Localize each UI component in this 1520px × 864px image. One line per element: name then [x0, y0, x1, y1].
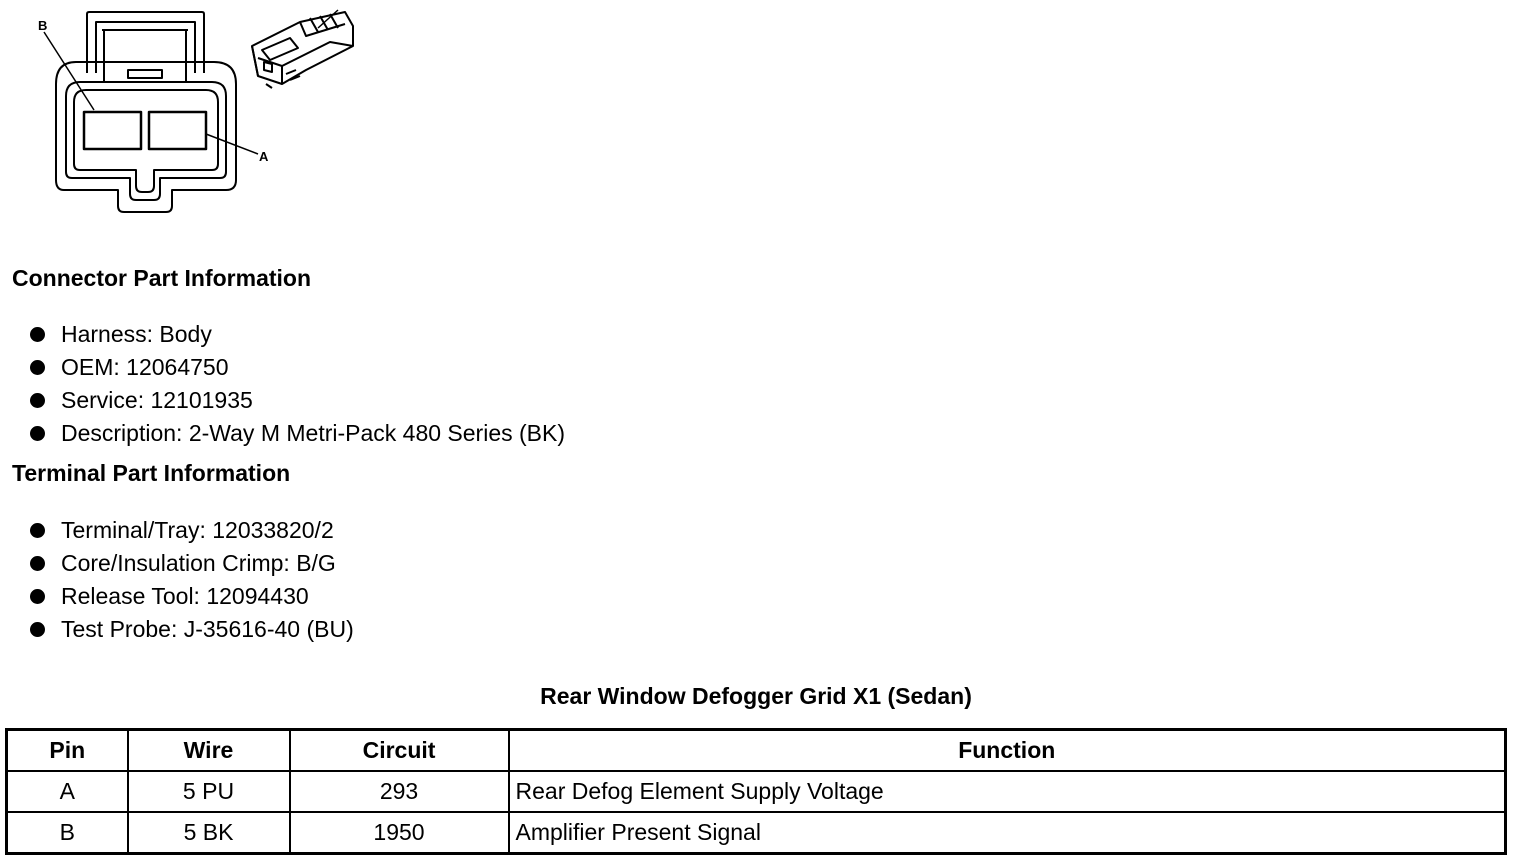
list-item	[30, 514, 354, 547]
bullet-icon	[30, 589, 45, 604]
cell-wire: 5 BK	[128, 812, 290, 854]
bullet-icon	[30, 556, 45, 571]
bullet-icon	[30, 393, 45, 408]
header-pin: Pin	[7, 730, 128, 772]
terminal-item-crimp: Core/Insulation Crimp: B/G	[61, 550, 336, 576]
bullet-icon	[30, 622, 45, 637]
connector-part-info-list	[30, 318, 565, 450]
list-item	[30, 547, 354, 580]
connector-diagram	[0, 0, 380, 225]
cell-circuit: 1950	[290, 812, 509, 854]
bullet-icon	[30, 426, 45, 441]
table-row	[7, 812, 1506, 854]
pinout-table	[5, 728, 1507, 855]
cell-pin: B	[7, 812, 128, 854]
header-function: Function	[509, 730, 1506, 772]
list-item	[30, 417, 565, 450]
connector-part-info-heading: Connector Part Information	[12, 265, 312, 291]
terminal-part-info-heading: Terminal Part Information	[12, 460, 291, 486]
pinout-table-title: Rear Window Defogger Grid X1 (Sedan)	[540, 683, 972, 709]
list-item	[30, 351, 565, 384]
list-item	[30, 613, 354, 646]
terminal-part-info-list	[30, 514, 354, 646]
bullet-icon	[30, 360, 45, 375]
cell-function: Amplifier Present Signal	[509, 812, 1506, 854]
pin-b-label: B	[38, 18, 48, 33]
header-circuit: Circuit	[290, 730, 509, 772]
connector-item-description: Description: 2-Way M Metri-Pack 480 Series (BK)	[61, 420, 566, 446]
connector-item-service: Service: 12101935	[61, 387, 253, 413]
terminal-item-tray: Terminal/Tray: 12033820/2	[61, 517, 334, 543]
terminal-item-test-probe: Test Probe: J-35616-40 (BU)	[61, 616, 354, 642]
pin-a-label: A	[259, 149, 269, 164]
list-item	[30, 318, 565, 351]
terminal-item-release-tool: Release Tool: 12094430	[61, 583, 309, 609]
connector-face-illustration	[0, 0, 380, 225]
bullet-icon	[30, 523, 45, 538]
header-wire: Wire	[128, 730, 290, 772]
list-item	[30, 580, 354, 613]
table-row	[7, 771, 1506, 812]
cell-wire: 5 PU	[128, 771, 290, 812]
cell-pin: A	[7, 771, 128, 812]
connector-item-oem: OEM: 12064750	[61, 354, 229, 380]
bullet-icon	[30, 327, 45, 342]
table-header-row	[7, 730, 1506, 772]
connector-item-harness: Harness: Body	[61, 321, 212, 347]
cell-circuit: 293	[290, 771, 509, 812]
cell-function: Rear Defog Element Supply Voltage	[509, 771, 1506, 812]
list-item	[30, 384, 565, 417]
